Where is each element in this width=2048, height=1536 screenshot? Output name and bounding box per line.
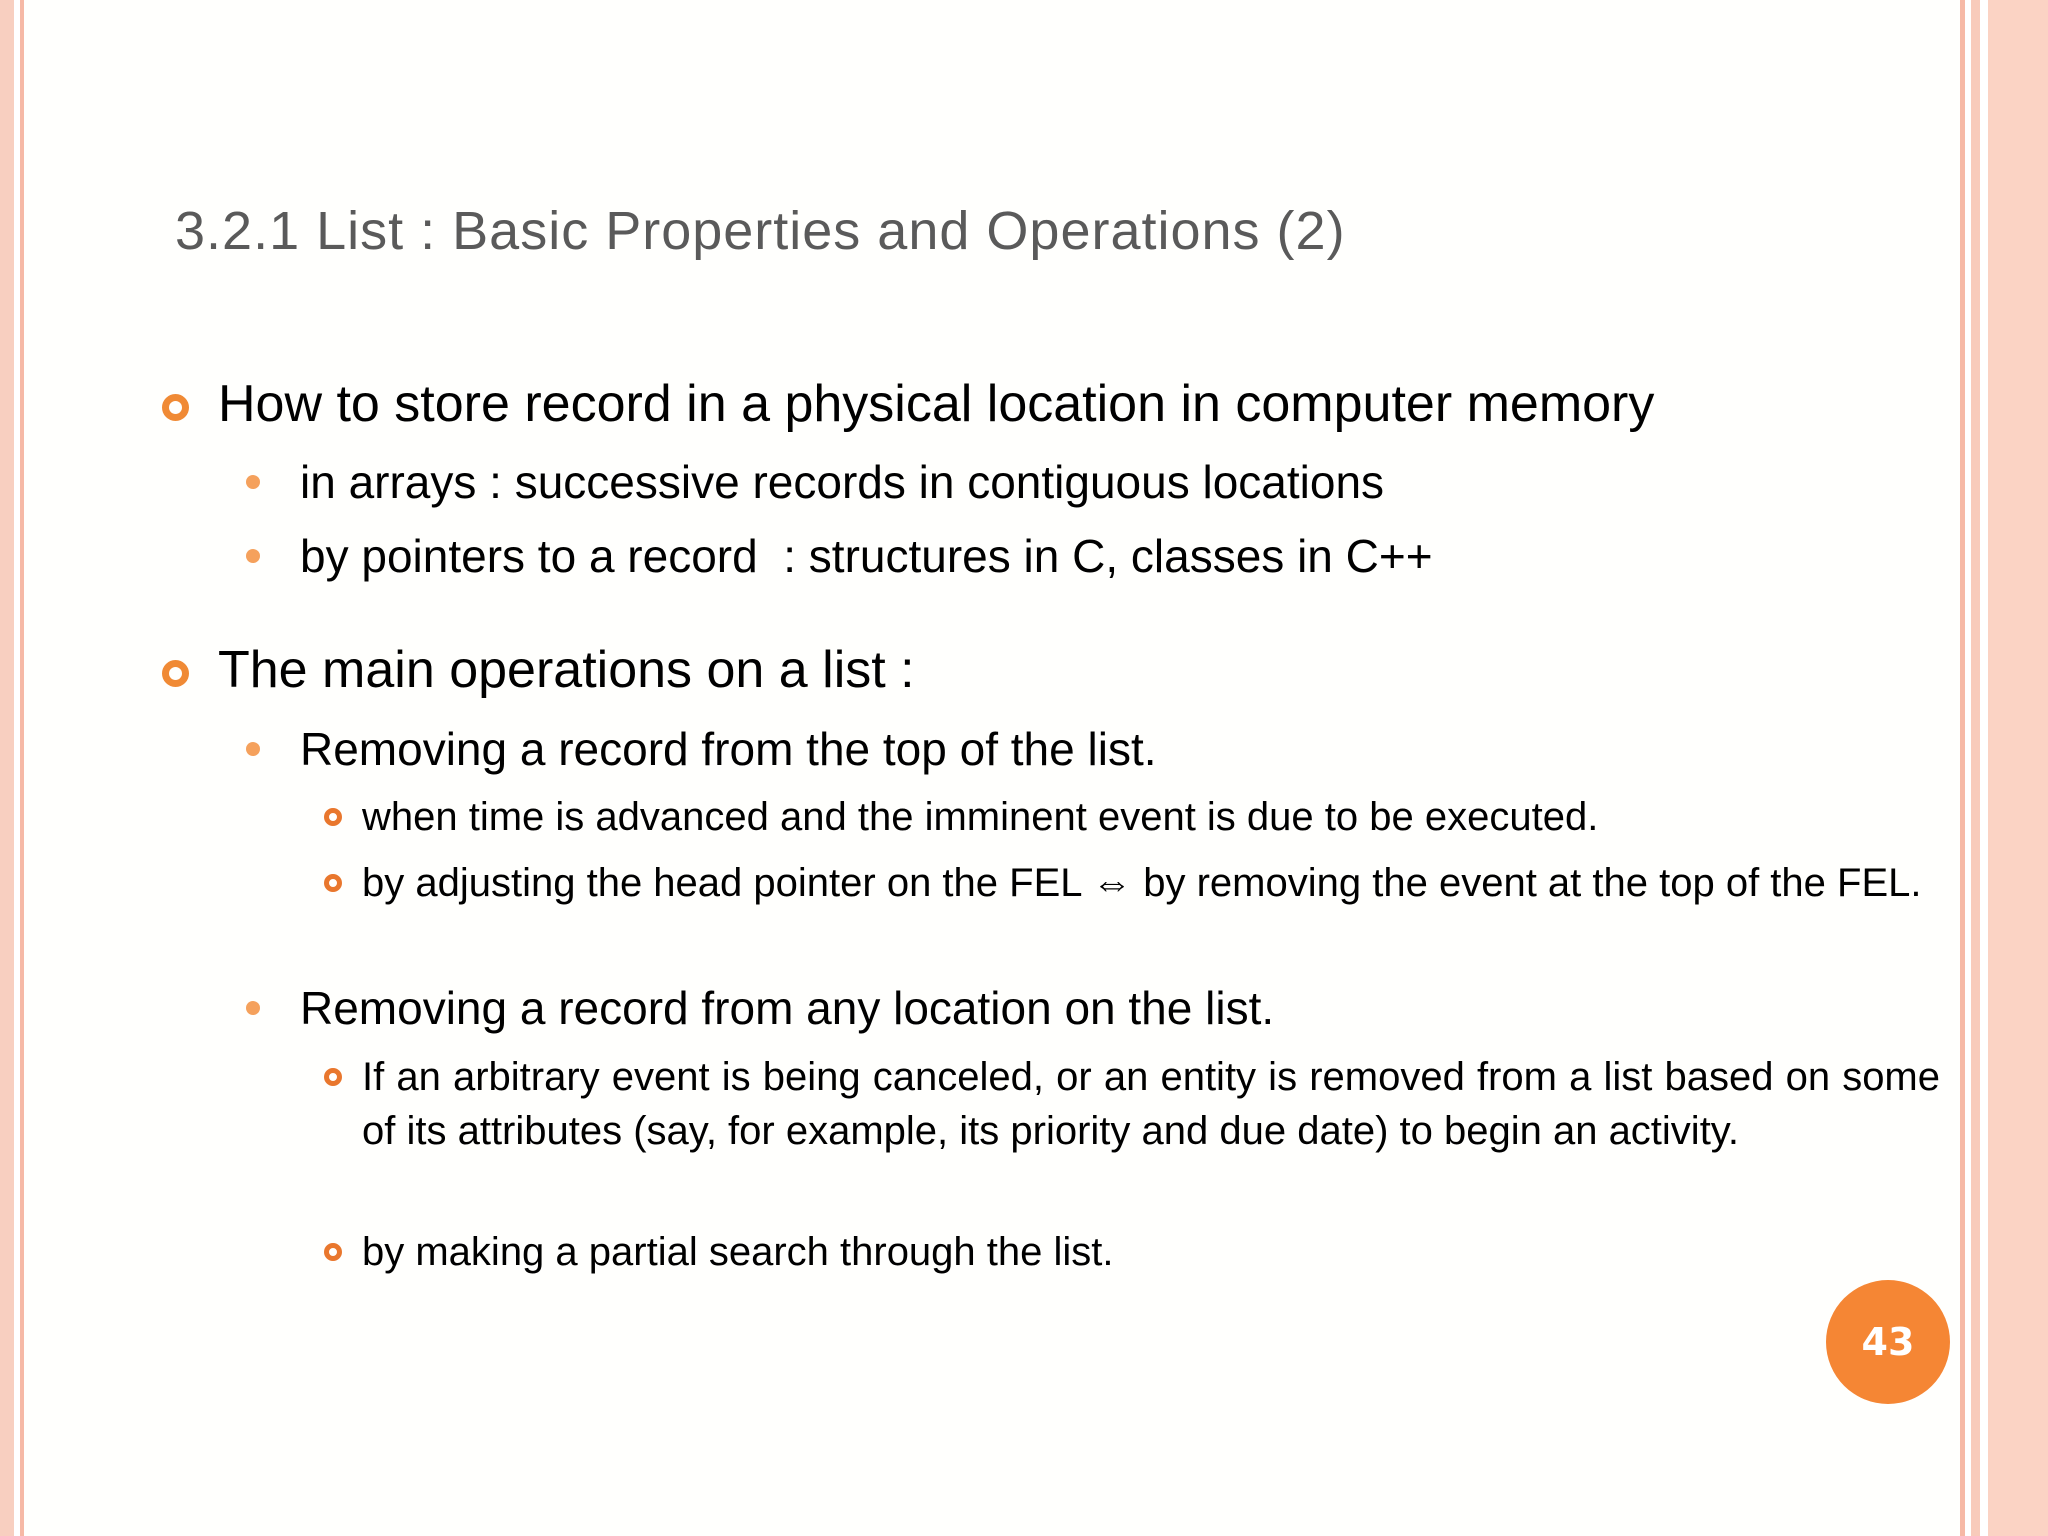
- slide-title: 3.2.1 List : Basic Properties and Operations (2): [175, 201, 1346, 261]
- list-item: by pointers to a record : structures in C, classes in C++: [300, 530, 1433, 582]
- ring-bullet-icon: [162, 394, 189, 421]
- dot-bullet-icon: [246, 475, 260, 489]
- left-border-stripe: [0, 0, 14, 1536]
- ring-bullet-icon: [324, 1243, 342, 1261]
- ring-bullet-icon: [324, 808, 342, 826]
- sub-list-item: when time is advanced and the imminent event is due to be executed.: [362, 795, 1599, 839]
- list-item: in arrays : successive records in contiguous locations: [300, 456, 1385, 508]
- dot-bullet-icon: [246, 1001, 260, 1015]
- dot-bullet-icon: [246, 549, 260, 563]
- right-border-band: [1988, 0, 2048, 1536]
- page-number: 43: [1861, 1320, 1915, 1364]
- section-heading: The main operations on a list :: [218, 641, 915, 699]
- sub-list-item: If an arbitrary event is being canceled, or an entity is removed from a list based on some of its attributes (say, for example, its priority and due date) to begin an activity.: [362, 1055, 1940, 1153]
- section-heading: How to store record in a physical location in computer memory: [218, 375, 1655, 433]
- dot-bullet-icon: [246, 742, 260, 756]
- sub-list-item: by making a partial search through the list.: [362, 1230, 1114, 1274]
- ring-bullet-icon: [324, 1068, 342, 1086]
- page-number-badge: [1826, 1280, 1950, 1404]
- left-border-line: [20, 0, 24, 1536]
- right-border-gap-2: [1980, 0, 1988, 1536]
- list-item: Removing a record from the top of the list.: [300, 723, 1157, 775]
- sub-list-item: by adjusting the head pointer on the FEL ⇔ by removing the event at the top of the FEL.: [362, 861, 1922, 905]
- list-item: Removing a record from any location on the list.: [300, 982, 1275, 1034]
- ring-bullet-icon: [162, 660, 189, 687]
- ring-bullet-icon: [324, 874, 342, 892]
- right-border-stripe: [1971, 0, 1980, 1536]
